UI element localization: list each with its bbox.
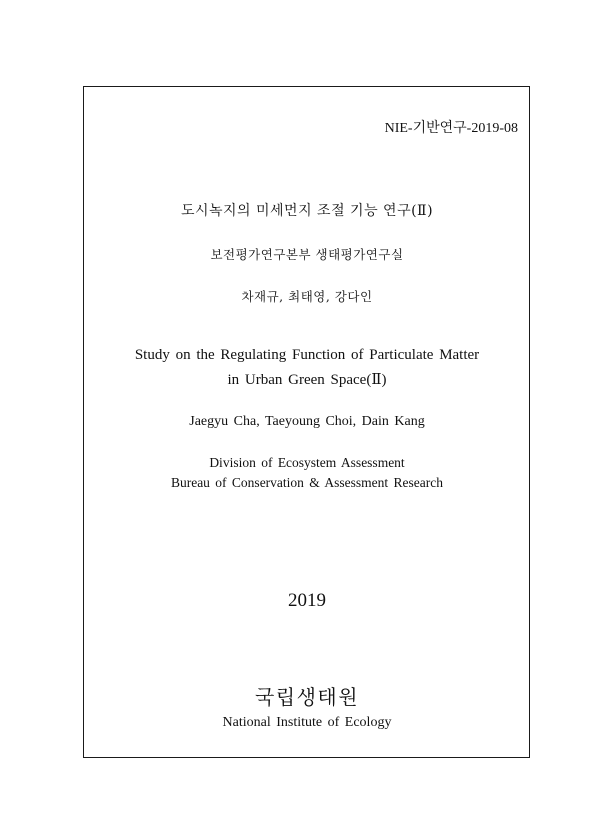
bureau-name: Bureau of Conservation & Assessment Research [170,475,444,490]
korean-authors: 차재규, 최태영, 강다인 [241,289,373,304]
publication-year: 2019 [288,590,326,611]
division-name: Division of Ecosystem Assessment [209,455,405,470]
english-authors: Jaegyu Cha, Taeyoung Choi, Dain Kang [189,414,425,429]
report-number: NIE-기반연구-2019-08 [384,121,518,136]
english-title-line-1: Study on the Regulating Function of Particulate Matter [134,347,480,363]
english-title-line-2: in Urban Green Space(Ⅱ) [227,372,387,388]
korean-department: 보전평가연구본부 생태평가연구실 [210,247,404,262]
institute-english-name: National Institute of Ecology [222,715,392,730]
korean-title: 도시녹지의 미세먼지 조절 기능 연구(Ⅱ) [180,203,434,219]
institute-korean-name: 국립생태원 [254,685,360,709]
